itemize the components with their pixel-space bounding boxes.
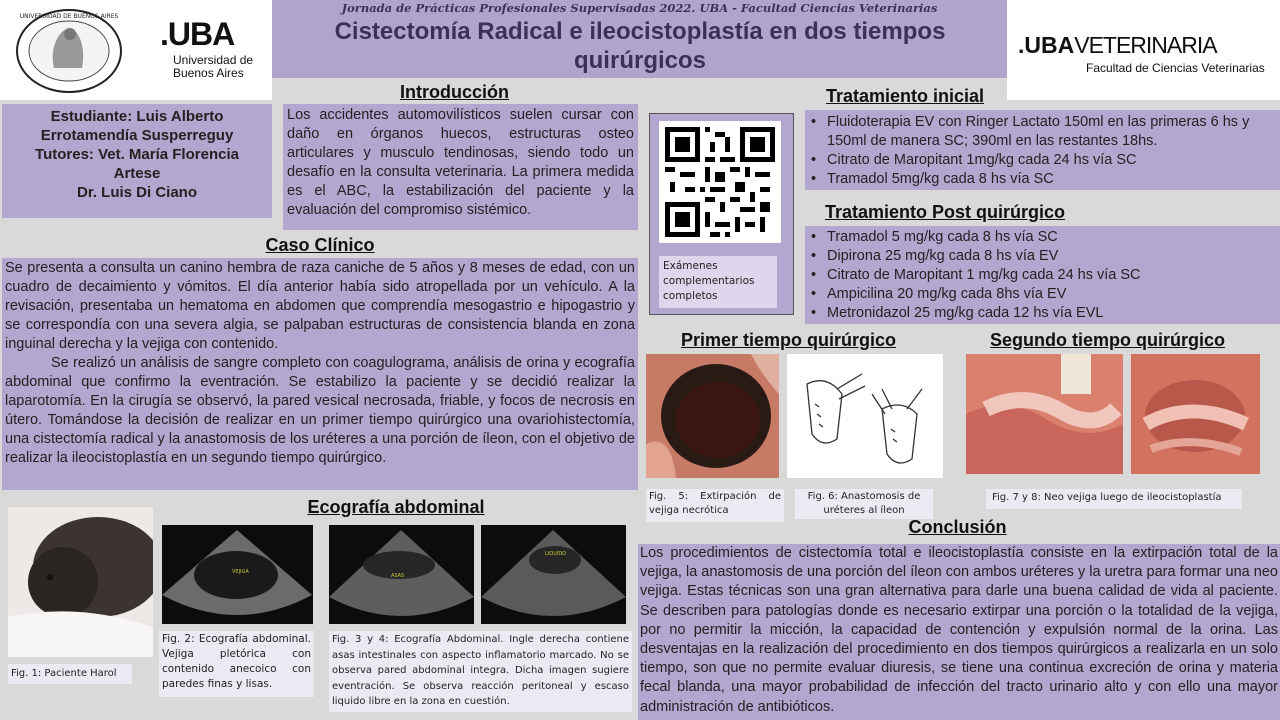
svg-text:ASAS: ASAS (391, 573, 405, 579)
fig6-anastomosis-drawing (787, 354, 943, 478)
uba-wordmark: .UBA (160, 16, 235, 52)
fig6-caption: Fig. 6: Anastomosis de uréteres al íleon (795, 489, 933, 519)
vet-word: VETERINARIA (1074, 32, 1217, 58)
qr-code-image[interactable] (659, 121, 781, 243)
author-line-2: Errotamendía Susperreguy (40, 127, 234, 144)
second-surgery-heading: Segundo tiempo quirúrgico (990, 330, 1225, 350)
fig5-necrotic-bladder-photo (646, 354, 779, 478)
post-treatment-heading: Tratamiento Post quirúrgico (824, 202, 1066, 222)
uba-seal-logo (14, 8, 124, 94)
fig8-neobladder-photo (1131, 354, 1260, 474)
ultrasound-heading: Ecografía abdominal (307, 497, 485, 517)
post-treatment-item: • Dipirona 25 mg/kg cada 8 hs vía EV (807, 247, 1278, 266)
intro-heading: Introducción (400, 82, 509, 102)
author-line-1: Estudiante: Luis Alberto (50, 108, 224, 125)
fig34-caption: Fig. 3 y 4: Ecografía Abdominal. Ingle derecha contiene asas intestinales con aspecto inflamatorio marcado. No se observa pared abdominal integra. Dicha imagen sugiere eventración. Se observa reacción peritoneal y escaso liquido libre en la zona en cuestión. (329, 631, 632, 712)
qr-caption: Exámenes complementarios completos (659, 256, 777, 308)
vet-subline: Facultad de Ciencias Veterinarias (1086, 61, 1265, 75)
fig5-caption: Fig. 5: Extirpación de vejiga necrótica (646, 489, 784, 522)
fig3-ultrasound-image (329, 525, 474, 624)
case-box (2, 258, 638, 490)
page-title: Cistectomía Radical e ileocistoplastía en dos tiempos quirúrgicos (334, 18, 946, 74)
post-treatment-item: • Tramadol 5 mg/kg cada 8 hs vía SC (807, 228, 1278, 247)
post-treatment-box (805, 226, 1280, 324)
post-treatment-item: • Metronidazol 25 mg/kg cada 12 hs vía EVL (807, 304, 1278, 323)
uba-subline-2: Buenos Aires (173, 66, 244, 80)
case-paragraph-1: Se presenta a consulta un canino hembra de raza caniche de 5 años y 8 meses de edad, con un cuadro de decaimiento y vómitos. El día anterior había sido atropellada por un vehículo. A la revisación, presentaba un hematoma en abdomen que comprendía mesogastrio e hipogastrio y se correspondía con una severa algia, se palpaban estructuras de consistencia blanda en zona inguinal derecha y la vejiga con contenido. (5, 260, 635, 352)
initial-treatment-heading: Tratamiento inicial (825, 86, 985, 106)
authors-box (2, 104, 272, 218)
case-paragraph-2: Se realizó un análisis de sangre completo con coagulograma, análisis de orina y ecografía abdominal que confirmo la eventración. Se estabilizo la paciente y se decidió realizar la laparotomía. En la cirugía se observó, la pared vesical necrosada, friable, y focos de necrosis en útero. Tomándose la decisión de realizar en un primer tiempo quirúrgico una ovariohistectomía, una cistectomía radical y la anastomosis de los uréteres a una porción de íleon, con el objetivo de realizar la ileocistoplastía en un segundo tiempo quirúrgico. (5, 355, 635, 466)
author-line-3: Tutores: Vet. María Florencia (35, 146, 239, 163)
initial-treatment-item: • Fluidoterapia EV con Ringer Lactato 150ml en las primeras 6 hs y 150ml de manera SC; 390ml en las restantes 18hs. (807, 113, 1278, 151)
author-line-5: Dr. Luis Di Ciano (76, 184, 197, 201)
svg-text:LIQUIDO: LIQUIDO (545, 551, 567, 557)
first-surgery-heading: Primer tiempo quirúrgico (680, 330, 897, 350)
uba-subline-1: Universidad de (173, 53, 254, 67)
fig4-ultrasound-image (481, 525, 626, 624)
vet-uba-bold: .UBA (1018, 32, 1075, 58)
header-subtitle: Jornada de Prácticas Profesionales Supervisadas 2022. UBA - Facultad Ciencias Veterinarias (341, 1, 938, 15)
svg-text:VEJIGA: VEJIGA (232, 569, 249, 575)
fig1-patient-photo (8, 507, 153, 657)
svg-text:UNIVERSIDAD DE BUENOS AIRES: UNIVERSIDAD DE BUENOS AIRES (19, 13, 119, 20)
author-line-4: Artese (113, 165, 161, 182)
initial-treatment-box (805, 110, 1280, 190)
conclusion-heading: Conclusión (908, 517, 1007, 537)
fig2-ultrasound-image (162, 525, 313, 624)
fig2-caption: Fig. 2: Ecografía abdominal. Vejiga pletórica con contenido anecoico con paredes finas y lisas. (159, 631, 314, 697)
post-treatment-item: • Ampicilina 20 mg/kg cada 8hs vía EV (807, 285, 1278, 304)
initial-treatment-item: • Citrato de Maropitant 1mg/kg cada 24 hs vía SC (807, 151, 1278, 170)
fig1-caption: Fig. 1: Paciente Harol (8, 664, 132, 684)
fig78-caption: Fig. 7 y 8: Neo vejiga luego de ileocistoplastía (986, 489, 1242, 509)
intro-text: Los accidentes automovilísticos suelen cursar con daño en órganos huecos, estructuras osteo articulares y musculo tendinosas, siendo todo un desafío en la consulta veterinaria. La primera medida es el ABC, la estabilización del paciente y la evaluación del compromiso sistémico. (283, 104, 638, 230)
post-treatment-item: • Citrato de Maropitant 1 mg/kg cada 24 hs vía SC (807, 266, 1278, 285)
vet-uba-wordmark (1018, 32, 1217, 59)
initial-treatment-item: • Tramadol 5mg/kg cada 8 hs vía SC (807, 170, 1278, 189)
conclusion-text: Los procedimientos de cistectomía total e ileocistoplastía consiste en la extirpación total de la vejiga, la anastomosis de una porción del íleon con ambos uréteres y la uretra para formar una neo vejiga. Estas técnicas son una gran alternativa para darle una buena calidad de vida al paciente. Se describen para patologías donde es necesario extirpar una porción o la totalidad de la vejiga, por no permitir la micción, la capacidad de contención y expulsión normal de la orina. Las desventajas en la realización del procedimiento en dos tiempos quirúrgicos a realizarla en un solo tiempo, son que no permite evaluar diuresis, se tiene una continua excreción de orina y materia fecal blanda, una mayor probabilidad de infección del tracto urinario alto y con ello una mayor administración de antibióticos. (638, 544, 1280, 720)
fig7-neobladder-photo (966, 354, 1123, 474)
case-heading: Caso Clínico (265, 235, 375, 255)
